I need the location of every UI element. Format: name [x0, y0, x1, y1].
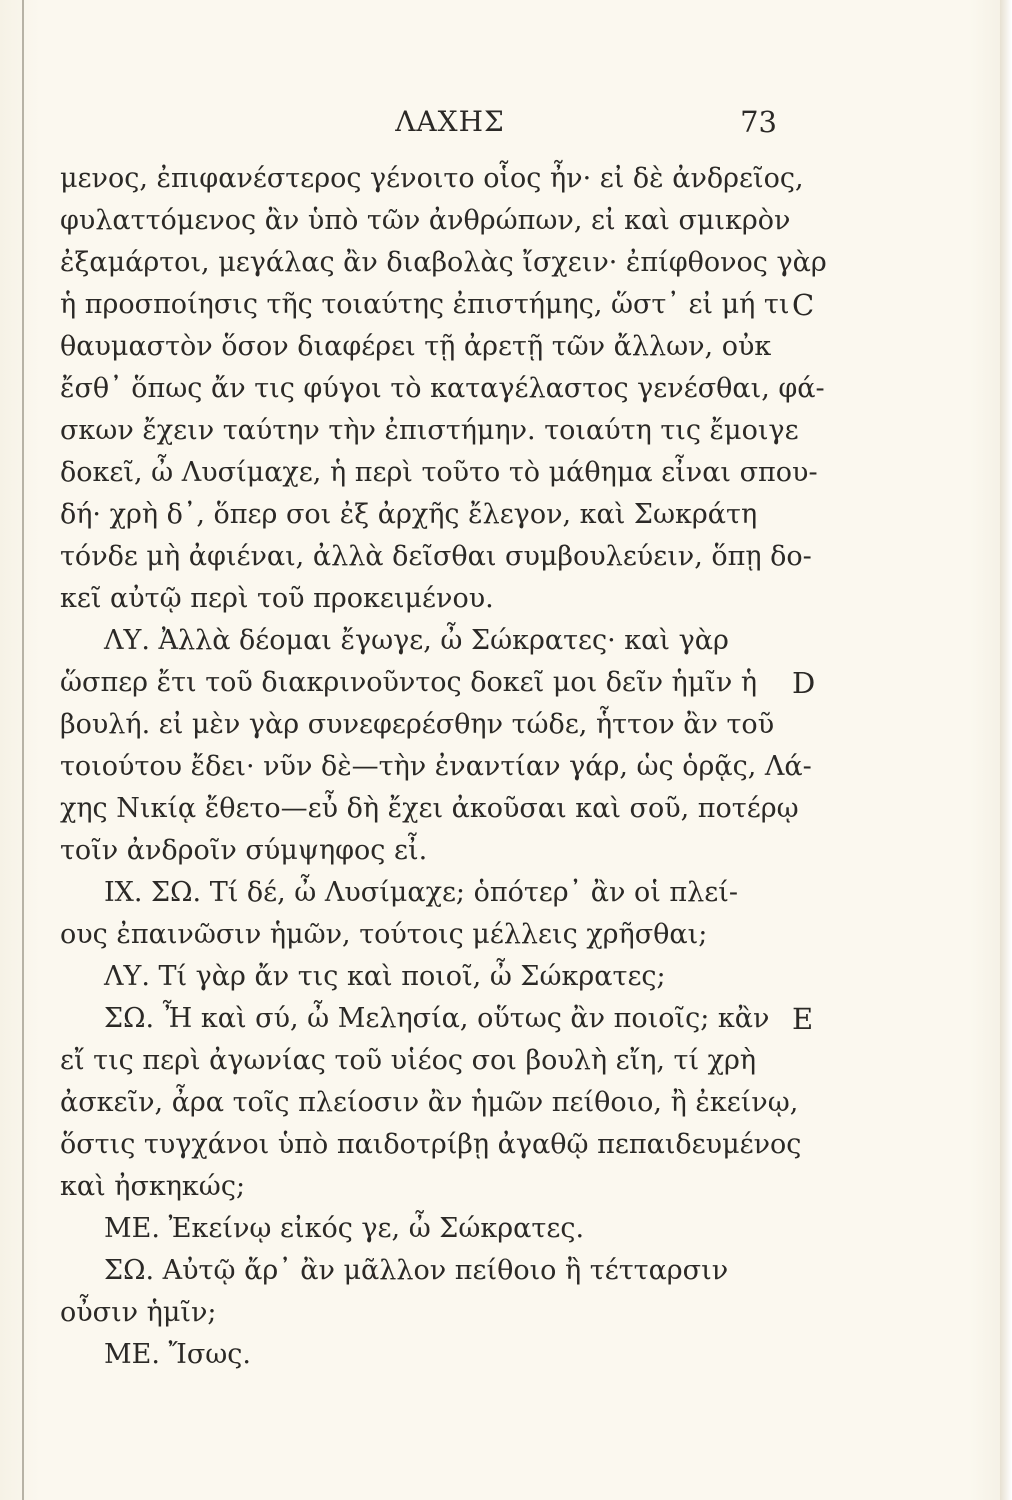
text-line-12: ΛΥ. Ἀλλὰ δέομαι ἔγωγε, ὦ Σώκρατες· καὶ γὰρ [104, 625, 729, 656]
text-line-13: ὥσπερ ἔτι τοῦ διακρινοῦντος δοκεῖ μοι δεῖν ἡμῖν ἡ [60, 667, 758, 698]
text-line-29: ΜΕ. Ἴσως. [104, 1339, 252, 1370]
text-line-9: δή· χρὴ δ᾽, ὅπερ σοι ἐξ ἀρχῆς ἔλεγον, καὶ Σωκράτη [60, 499, 758, 530]
text-line-14: βουλή. εἰ μὲν γὰρ συνεφερέσθην τώδε, ἧττον ἂν τοῦ [60, 709, 775, 740]
text-line-20: ΛΥ. Τί γὰρ ἄν τις καὶ ποιοῖ, ὦ Σώκρατες; [104, 961, 666, 992]
text-line-19: ους ἐπαινῶσιν ἡμῶν, τούτοις μέλλεις χρῆσθαι; [60, 919, 708, 950]
text-line-5: θαυμαστὸν ὅσον διαφέρει τῇ ἀρετῇ τῶν ἄλλων, οὐκ [60, 331, 772, 362]
page-right-edge [1000, 0, 1012, 1500]
page-number: 73 [740, 105, 777, 139]
greek-text-block [60, 158, 827, 1376]
text-line-15: τοιούτου ἔδει· νῦν δὲ—τὴν ἐναντίαν γάρ, ὡς ὁρᾷς, Λά- [60, 751, 812, 782]
text-line-27: ΣΩ. Αὐτῷ ἄρ᾽ ἂν μᾶλλον πείθοιο ἢ τέτταρσιν [104, 1255, 729, 1286]
page-header [0, 102, 1012, 142]
margin-marker-d: D [792, 666, 816, 700]
text-line-25: καὶ ἠσκηκώς; [60, 1171, 246, 1202]
text-line-18: IX. ΣΩ. Τί δέ, ὦ Λυσίμαχε; ὁπότερ᾽ ἂν οἱ πλεί- [104, 877, 738, 908]
text-line-11: κεῖ αὐτῷ περὶ τοῦ προκειμένου. [60, 583, 494, 614]
text-line-28: οὖσιν ἡμῖν; [60, 1297, 217, 1328]
text-line-21: ΣΩ. Ἦ καὶ σύ, ὦ Μελησία, οὕτως ἂν ποιοῖς; κἂν [104, 1003, 770, 1034]
text-line-1: μενος, ἐπιφανέστερος γένοιτο οἷος ἦν· εἰ δὲ ἀνδρεῖος, [60, 163, 804, 194]
text-line-26: ΜΕ. Ἐκείνῳ εἰκός γε, ὦ Σώκρατες. [104, 1213, 585, 1244]
margin-marker-e: E [792, 1002, 814, 1036]
page-gutter-rule [22, 0, 24, 1500]
running-head-title: ΛΑΧΗΣ [395, 105, 505, 138]
text-line-3: ἐξαμάρτοι, μεγάλας ἂν διαβολὰς ἴσχειν· ἐπίφθονος γὰρ [60, 247, 827, 278]
text-line-24: ὅστις τυγχάνοι ὑπὸ παιδοτρίβῃ ἀγαθῷ πεπαιδευμένος [60, 1129, 802, 1160]
text-line-4: ἡ προσποίησις τῆς τοιαύτης ἐπιστήμης, ὥστ᾽ εἰ μή τι [60, 289, 790, 320]
text-line-10: τόνδε μὴ ἀφιέναι, ἀλλὰ δεῖσθαι συμβουλεύειν, ὅπῃ δο- [60, 541, 812, 572]
text-line-23: ἀσκεῖν, ἆρα τοῖς πλείοσιν ἂν ἡμῶν πείθοιο, ἢ ἐκείνῳ, [60, 1087, 799, 1118]
text-line-17: τοῖν ἀνδροῖν σύμψηφος εἶ. [60, 835, 428, 866]
text-line-8: δοκεῖ, ὦ Λυσίμαχε, ἡ περὶ τοῦτο τὸ μάθημα εἶναι σπου- [60, 457, 818, 488]
text-line-16: χης Νικίᾳ ἔθετο—εὖ δὴ ἔχει ἀκοῦσαι καὶ σοῦ, ποτέρῳ [60, 793, 799, 824]
text-line-22: εἴ τις περὶ ἀγωνίας τοῦ υἱέος σοι βουλὴ εἴη, τί χρὴ [60, 1045, 757, 1076]
text-line-7: σκων ἔχειν ταύτην τὴν ἐπιστήμην. τοιαύτη τις ἔμοιγε [60, 415, 799, 446]
text-line-6: ἔσθ᾽ ὅπως ἄν τις φύγοι τὸ καταγέλαστος γενέσθαι, φά- [60, 373, 825, 404]
text-line-2: φυλαττόμενος ἂν ὑπὸ τῶν ἀνθρώπων, εἰ καὶ σμικρὸν [60, 205, 791, 236]
margin-marker-c: C [792, 288, 815, 322]
